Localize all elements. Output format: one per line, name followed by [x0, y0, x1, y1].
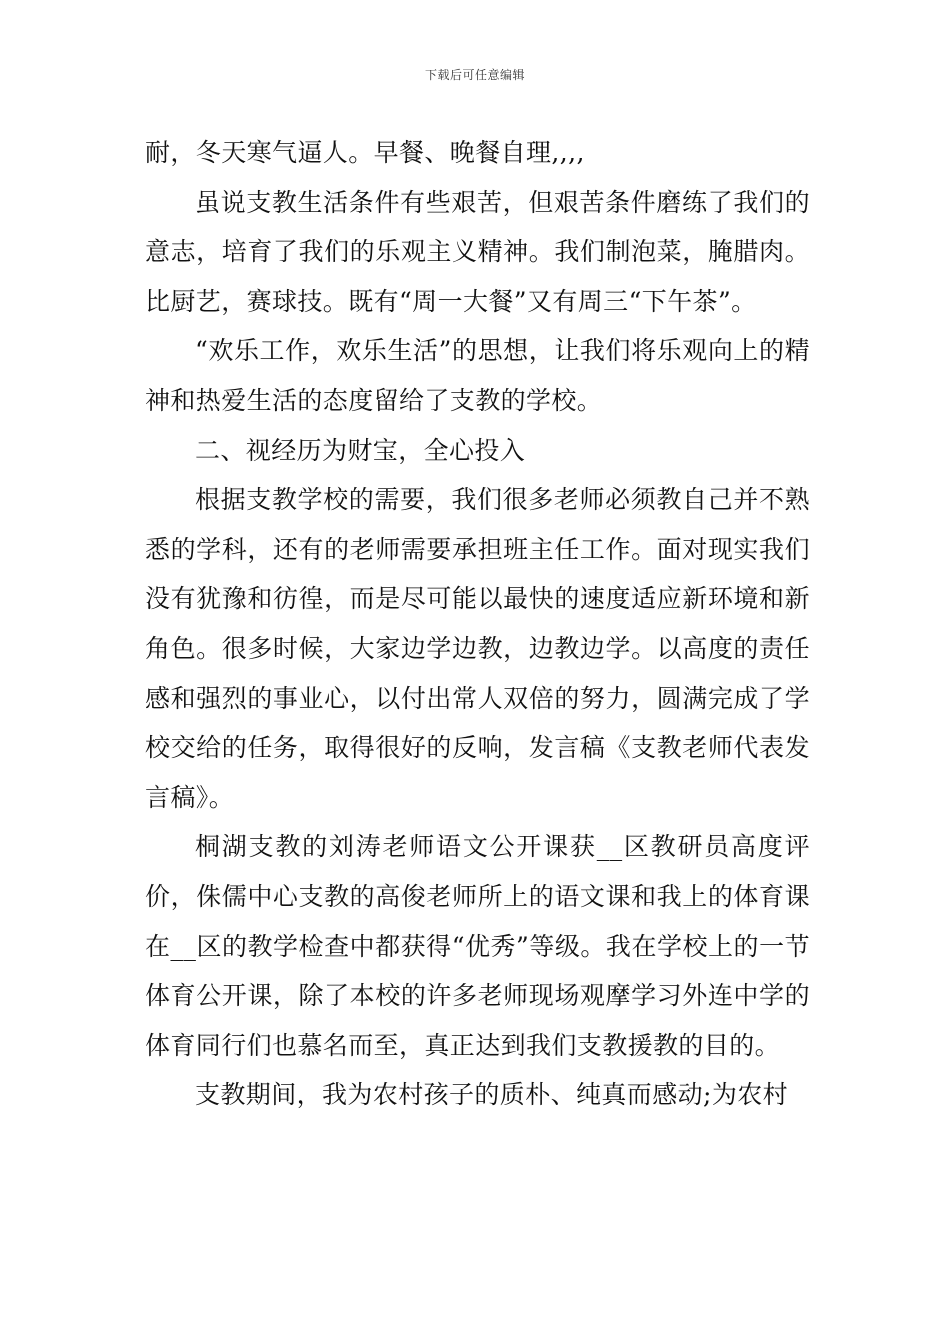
body-text [145, 128, 810, 1120]
paragraph-continuation: 耐，冬天寒气逼人。早餐、晚餐自理,,,, [145, 138, 585, 167]
paragraph: 桐湖支教的刘涛老师语文公开课获__区教研员高度评价，侏儒中心支教的高俊老师所上的语文课和我上的体育课在__区的教学检查中都获得“优秀”等级。我在学校上的一节体育公开课，除了本校的许多老师现场观摩学习外连中学的体育同行们也慕名而至，真正达到我们支教援教的目的。 [145, 832, 810, 1060]
section-heading: 二、视经历为财宝，全心投入 [195, 435, 526, 465]
paragraph: 虽说支教生活条件有些艰苦，但艰苦条件磨练了我们的意志，培育了我们的乐观主义精神。我们制泡菜，腌腊肉。比厨艺，赛球技。既有“周一大餐”又有周三“下午茶”。 [145, 187, 810, 316]
header-note: 下载后可任意编辑 [424, 68, 525, 82]
paragraph: 根据支教学校的需要，我们很多老师必须教自己并不熟悉的学科，还有的老师需要承担班主任工作。面对现实我们没有犹豫和彷徨，而是尽可能以最快的速度适应新环境和新角色。很多时候，大家边学边教，边教边学。以高度的责任感和强烈的事业心，以付出常人双倍的努力，圆满完成了学校交给的任务，取得很好的反响，发言稿《支教老师代表发言稿》。 [145, 485, 810, 812]
paragraph: “欢乐工作，欢乐生活”的思想，让我们将乐观向上的精神和热爱生活的态度留给了支教的学校。 [145, 336, 810, 415]
paragraph: 支教期间，我为农村孩子的质朴、纯真而感动;为农村 [195, 1080, 789, 1110]
